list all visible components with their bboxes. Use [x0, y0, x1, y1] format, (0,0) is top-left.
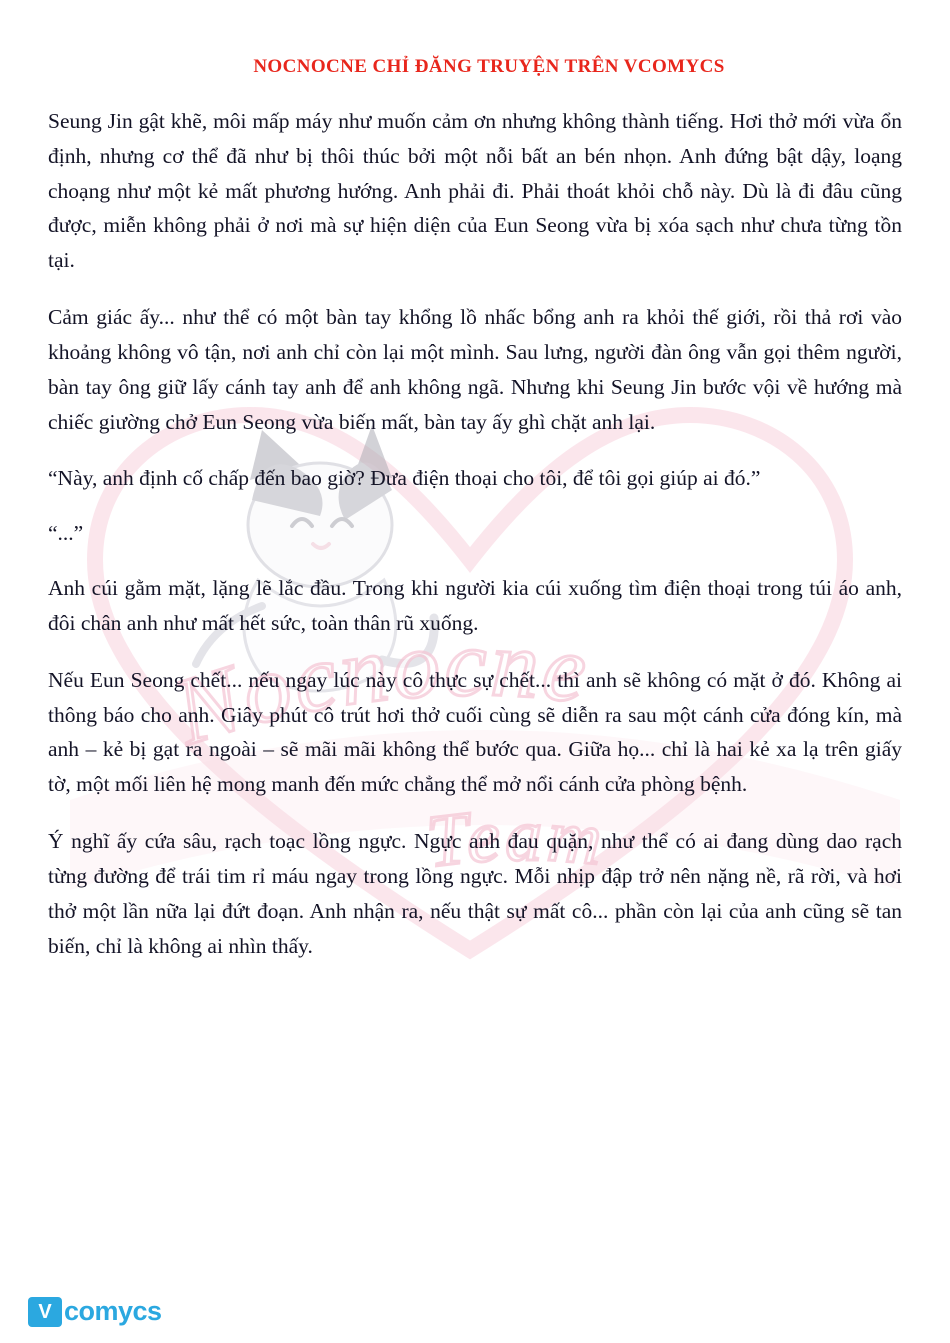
- logo-text: comycs: [64, 1296, 162, 1326]
- document-body: [48, 104, 910, 963]
- paragraph-dialogue: “...”: [48, 521, 84, 546]
- paragraph: Nếu Eun Seong chết... nếu ngay lúc này cô thực sự chết... thì anh sẽ không có mặt ở đó. Không ai thông báo cho anh. Giây phút cô trút hơi thở cuối cùng sẽ diễn ra sau một cánh cửa đóng kín, mà anh – kẻ bị gạt ra ngoài – sẽ mãi mãi không thể bước qua. Giữa họ... chỉ là hai kẻ xa lạ trên giấy tờ, một mối liên hệ mong manh đến mức chẳng thể mở nổi cánh cửa phòng bệnh.: [48, 667, 902, 797]
- page-header-title: NOCNOCNE CHỈ ĐĂNG TRUYỆN TRÊN VCOMYCS: [253, 56, 725, 77]
- paragraph: Seung Jin gật khẽ, môi mấp máy như muốn cảm ơn nhưng không thành tiếng. Hơi thở mới vừa ổn định, nhưng cơ thể đã như bị thôi thúc bởi một nỗi bất an bén nhọn. Anh đứng bật dậy, loạng choạng như một kẻ mất phương hướng. Anh phải đi. Phải thoát khỏi chỗ này. Dù là đi đâu cũng được, miễn không phải ở nơi mà sự hiện diện của Eun Seong vừa bị xóa sạch như chưa từng tồn tại.: [48, 109, 902, 273]
- paragraph: Cảm giác ấy... như thể có một bàn tay khổng lồ nhấc bổng anh ra khỏi thế giới, rồi thả rơi vào khoảng không vô tận, nơi anh chỉ còn lại một mình. Sau lưng, người đàn ông vẫn gọi thêm người, bàn tay ông giữ lấy cánh tay anh để anh không ngã. Nhưng khi Seung Jin bước vội về hướng mà chiếc giường chở Eun Seong vừa biến mất, bàn tay ấy ghì chặt anh lại.: [48, 305, 902, 434]
- logo-mark-icon: V: [28, 1297, 62, 1327]
- site-logo: [28, 1296, 162, 1327]
- paragraph: Anh cúi gằm mặt, lặng lẽ lắc đầu. Trong khi người kia cúi xuống tìm điện thoại trong túi áo anh, đôi chân anh như mất hết sức, toàn thân rũ xuống.: [48, 576, 902, 635]
- watermark-team-text: Team: [422, 794, 609, 884]
- paragraph: Ý nghĩ ấy cứa sâu, rạch toạc lồng ngực. Ngực anh đau quặn, như thể có ai đang dùng dao rạch từng đường để trái tim rỉ máu ngay trong lồng ngực. Mỗi nhịp đập trở nên nặng nề, rã rời, và hơi thở một lần nữa lại đứt đoạn. Anh nhận ra, nếu thật sự mất cô... phần còn lại của anh cũng sẽ tan biến, chỉ là không ai nhìn thấy.: [48, 829, 902, 958]
- watermark-brand-text: Nocnocne: [161, 609, 595, 766]
- paragraph-dialogue: “Này, anh định cố chấp đến bao giờ? Đưa điện thoại cho tôi, để tôi gọi giúp ai đó.”: [48, 466, 761, 491]
